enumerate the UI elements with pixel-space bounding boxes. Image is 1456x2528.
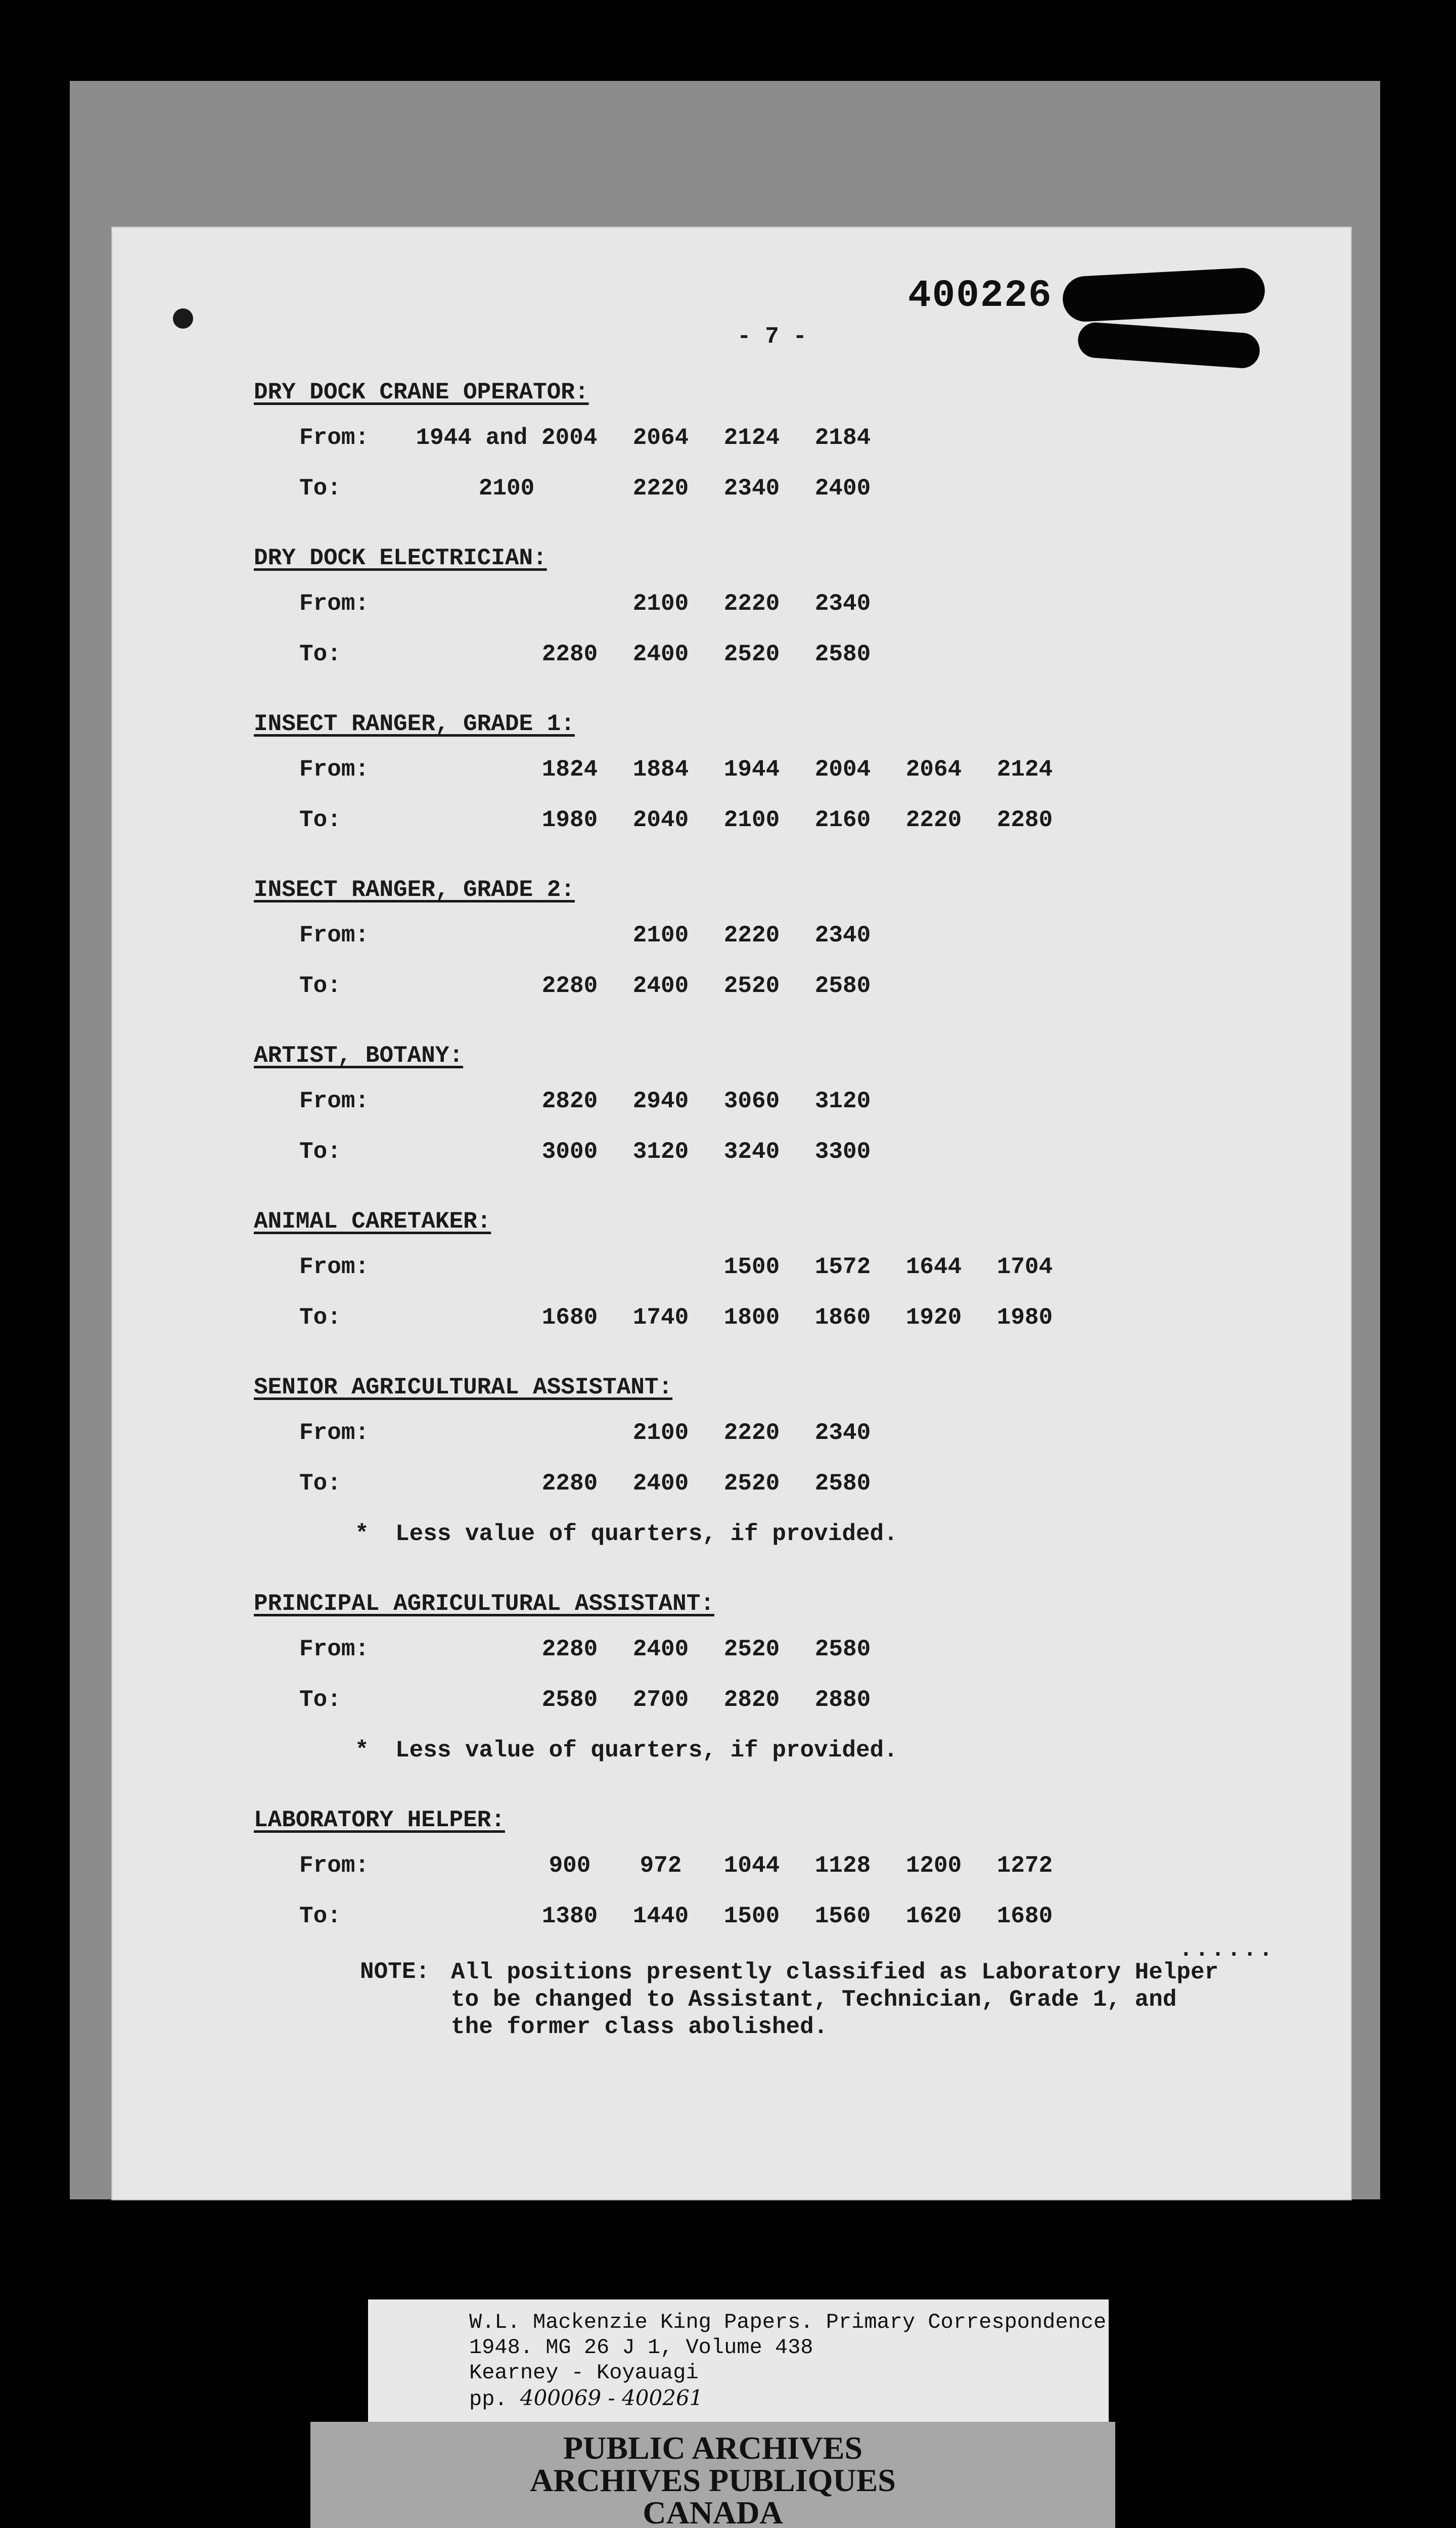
- row-label: From:: [299, 1254, 370, 1280]
- footnote: [254, 1737, 1315, 1788]
- table-cell: 2220: [723, 922, 780, 949]
- table-row: [254, 922, 1315, 973]
- table-cell: 1500: [723, 1254, 780, 1280]
- table-cell: 1440: [632, 1903, 689, 1929]
- row-label: From:: [299, 425, 370, 451]
- section-title: ARTIST, BOTANY:: [254, 1043, 464, 1069]
- table-cell: 2064: [905, 756, 962, 783]
- table-cell: 1884: [632, 756, 689, 783]
- table-cell: 2040: [632, 807, 689, 833]
- row-label: To:: [299, 1903, 341, 1929]
- table-cell: 2340: [723, 475, 780, 502]
- table-cell: 2220: [905, 807, 962, 833]
- table-row: [254, 1139, 1315, 1189]
- table-cell: 1740: [632, 1304, 689, 1331]
- table-cell: 2004: [814, 756, 871, 783]
- table-cell: 3000: [541, 1139, 598, 1165]
- table-cell: 2400: [632, 641, 689, 667]
- table-cell: 2124: [723, 425, 780, 451]
- table-cell: 2280: [541, 1636, 598, 1662]
- row-label: To:: [299, 973, 341, 999]
- table-cell: 3120: [632, 1139, 689, 1165]
- table-cell: 1980: [996, 1304, 1053, 1331]
- public-archives-banner: [310, 2422, 1115, 2528]
- banner-line: CANADA: [643, 2495, 783, 2528]
- table-cell: 1272: [996, 1853, 1053, 1879]
- table-cell: 1644: [905, 1254, 962, 1280]
- table-cell: 1380: [541, 1903, 598, 1929]
- banner-line: PUBLIC ARCHIVES: [563, 2430, 863, 2466]
- table-cell: 2880: [814, 1687, 871, 1713]
- table-row: [254, 1636, 1315, 1687]
- table-cell: 2064: [632, 425, 689, 451]
- table-cell: 2580: [814, 1470, 871, 1497]
- table-cell: 2220: [632, 475, 689, 502]
- section-title: PRINCIPAL AGRICULTURAL ASSISTANT:: [254, 1591, 714, 1617]
- row-label: To:: [299, 1687, 341, 1713]
- table-cell: 2820: [723, 1687, 780, 1713]
- table-cell: 1980: [541, 807, 598, 833]
- table-cell: 900: [549, 1853, 591, 1879]
- redaction-mark: [1077, 322, 1261, 370]
- row-label: To:: [299, 641, 341, 667]
- table-cell: 2280: [541, 973, 598, 999]
- note-body: [451, 1959, 1300, 2041]
- table-cell: 2280: [996, 807, 1053, 833]
- table-cell: 2580: [814, 973, 871, 999]
- row-label: To:: [299, 807, 341, 833]
- table-cell: 3060: [723, 1088, 780, 1114]
- table-cell: 1500: [723, 1903, 780, 1929]
- table-row: [254, 1088, 1315, 1139]
- table-cell: 2100: [478, 475, 535, 502]
- page-number: - 7 -: [737, 324, 807, 350]
- table-row: [254, 1420, 1315, 1470]
- table-cell: 2400: [632, 1636, 689, 1662]
- continuation-dots: ......: [1179, 1936, 1275, 1963]
- document-number: 400226: [908, 274, 1053, 318]
- table-row: [254, 1853, 1315, 1903]
- caption-page-range: [469, 2385, 1106, 2412]
- table-cell: 2220: [723, 1420, 780, 1446]
- note-line: to be changed to Assistant, Technician, Grade 1, and: [451, 1987, 1177, 2013]
- table-cell: 1200: [905, 1853, 962, 1879]
- table-cell: 2520: [723, 1636, 780, 1662]
- table-cell: 2940: [632, 1088, 689, 1114]
- section-title: DRY DOCK CRANE OPERATOR:: [254, 379, 589, 405]
- table-row: [254, 1254, 1315, 1304]
- note-line: the former class abolished.: [451, 2014, 828, 2040]
- section-title: INSECT RANGER, GRADE 1:: [254, 711, 575, 737]
- row-label: From:: [299, 922, 370, 949]
- table-row: [254, 425, 1315, 475]
- document-page: [112, 228, 1351, 2199]
- table-cell: 1044: [723, 1853, 780, 1879]
- table-row: [254, 807, 1315, 857]
- table-row: [254, 641, 1315, 692]
- row-label: From:: [299, 1420, 370, 1446]
- table-cell: 1620: [905, 1903, 962, 1929]
- table-cell: 2520: [723, 1470, 780, 1497]
- row-label: To:: [299, 1139, 341, 1165]
- footnote: [254, 1521, 1315, 1571]
- table-cell: 1944: [723, 756, 780, 783]
- caption-line: W.L. Mackenzie King Papers. Primary Correspondence: [469, 2310, 1107, 2334]
- table-cell: 2820: [541, 1088, 598, 1114]
- caption-pp-label: pp.: [469, 2387, 508, 2412]
- table-cell: 3240: [723, 1139, 780, 1165]
- table-cell: 2580: [541, 1687, 598, 1713]
- table-cell: 3120: [814, 1088, 871, 1114]
- salary-table: [254, 379, 1315, 2050]
- table-row: [254, 1687, 1315, 1737]
- footnote-mark: *: [355, 1521, 369, 1547]
- table-cell: 2400: [632, 1470, 689, 1497]
- table-cell: 1680: [541, 1304, 598, 1331]
- row-label: From:: [299, 591, 370, 617]
- table-cell: 2100: [723, 807, 780, 833]
- table-cell: 1824: [541, 756, 598, 783]
- section-title: ANIMAL CARETAKER:: [254, 1208, 491, 1235]
- table-cell: 2160: [814, 807, 871, 833]
- table-row: [254, 1903, 1315, 1954]
- table-cell: 1944 and 2004: [416, 425, 598, 451]
- table-cell: 2100: [632, 922, 689, 949]
- row-label: From:: [299, 756, 370, 783]
- table-cell: 2280: [541, 1470, 598, 1497]
- table-cell: 2580: [814, 1636, 871, 1662]
- table-cell: 2220: [723, 591, 780, 617]
- table-cell: 1704: [996, 1254, 1053, 1280]
- table-cell: 2340: [814, 1420, 871, 1446]
- row-label: From:: [299, 1636, 370, 1662]
- table-row: [254, 1470, 1315, 1521]
- table-cell: 2340: [814, 922, 871, 949]
- punch-hole: [173, 308, 193, 329]
- table-cell: 1920: [905, 1304, 962, 1331]
- table-row: [254, 973, 1315, 1023]
- row-label: To:: [299, 1470, 341, 1497]
- caption-line: Kearney - Koyauagi: [469, 2361, 699, 2385]
- table-cell: 2124: [996, 756, 1053, 783]
- table-cell: 2520: [723, 641, 780, 667]
- table-cell: 1860: [814, 1304, 871, 1331]
- section-title: LABORATORY HELPER:: [254, 1807, 505, 1833]
- table-row: [254, 591, 1315, 641]
- table-cell: 2580: [814, 641, 871, 667]
- table-cell: 1572: [814, 1254, 871, 1280]
- table-row: [254, 756, 1315, 807]
- table-cell: 2280: [541, 641, 598, 667]
- row-label: From:: [299, 1853, 370, 1879]
- table-cell: 2340: [814, 591, 871, 617]
- redaction-mark: [1062, 267, 1266, 323]
- table-cell: 972: [640, 1853, 682, 1879]
- table-cell: 1560: [814, 1903, 871, 1929]
- archive-caption: [368, 2299, 1109, 2425]
- table-cell: 2400: [814, 475, 871, 502]
- table-row: [254, 1304, 1315, 1355]
- section-title: DRY DOCK ELECTRICIAN:: [254, 545, 547, 571]
- table-cell: 2520: [723, 973, 780, 999]
- table-cell: 2184: [814, 425, 871, 451]
- section-title: SENIOR AGRICULTURAL ASSISTANT:: [254, 1374, 673, 1401]
- table-cell: 2700: [632, 1687, 689, 1713]
- section-title: INSECT RANGER, GRADE 2:: [254, 877, 575, 903]
- table-cell: 1680: [996, 1903, 1053, 1929]
- table-cell: 3300: [814, 1139, 871, 1165]
- table-cell: 2100: [632, 1420, 689, 1446]
- caption-handwritten-range: 400069 - 400261: [520, 2385, 703, 2410]
- table-cell: 2100: [632, 591, 689, 617]
- footnote-text: Less value of quarters, if provided.: [395, 1737, 898, 1764]
- caption-line: 1948. MG 26 J 1, Volume 438: [469, 2335, 813, 2360]
- row-label: To:: [299, 1304, 341, 1331]
- table-row: [254, 475, 1315, 526]
- table-cell: 1800: [723, 1304, 780, 1331]
- note-line: All positions presently classified as Laboratory Helper: [451, 1959, 1219, 1985]
- note-key: NOTE:: [360, 1959, 430, 1985]
- footnote-text: Less value of quarters, if provided.: [395, 1521, 898, 1547]
- banner-line: ARCHIVES PUBLIQUES: [530, 2462, 896, 2498]
- row-label: To:: [299, 475, 341, 502]
- table-cell: 2400: [632, 973, 689, 999]
- table-cell: 1128: [814, 1853, 871, 1879]
- closing-note: [254, 1959, 1315, 2050]
- footnote-mark: *: [355, 1737, 369, 1764]
- row-label: From:: [299, 1088, 370, 1114]
